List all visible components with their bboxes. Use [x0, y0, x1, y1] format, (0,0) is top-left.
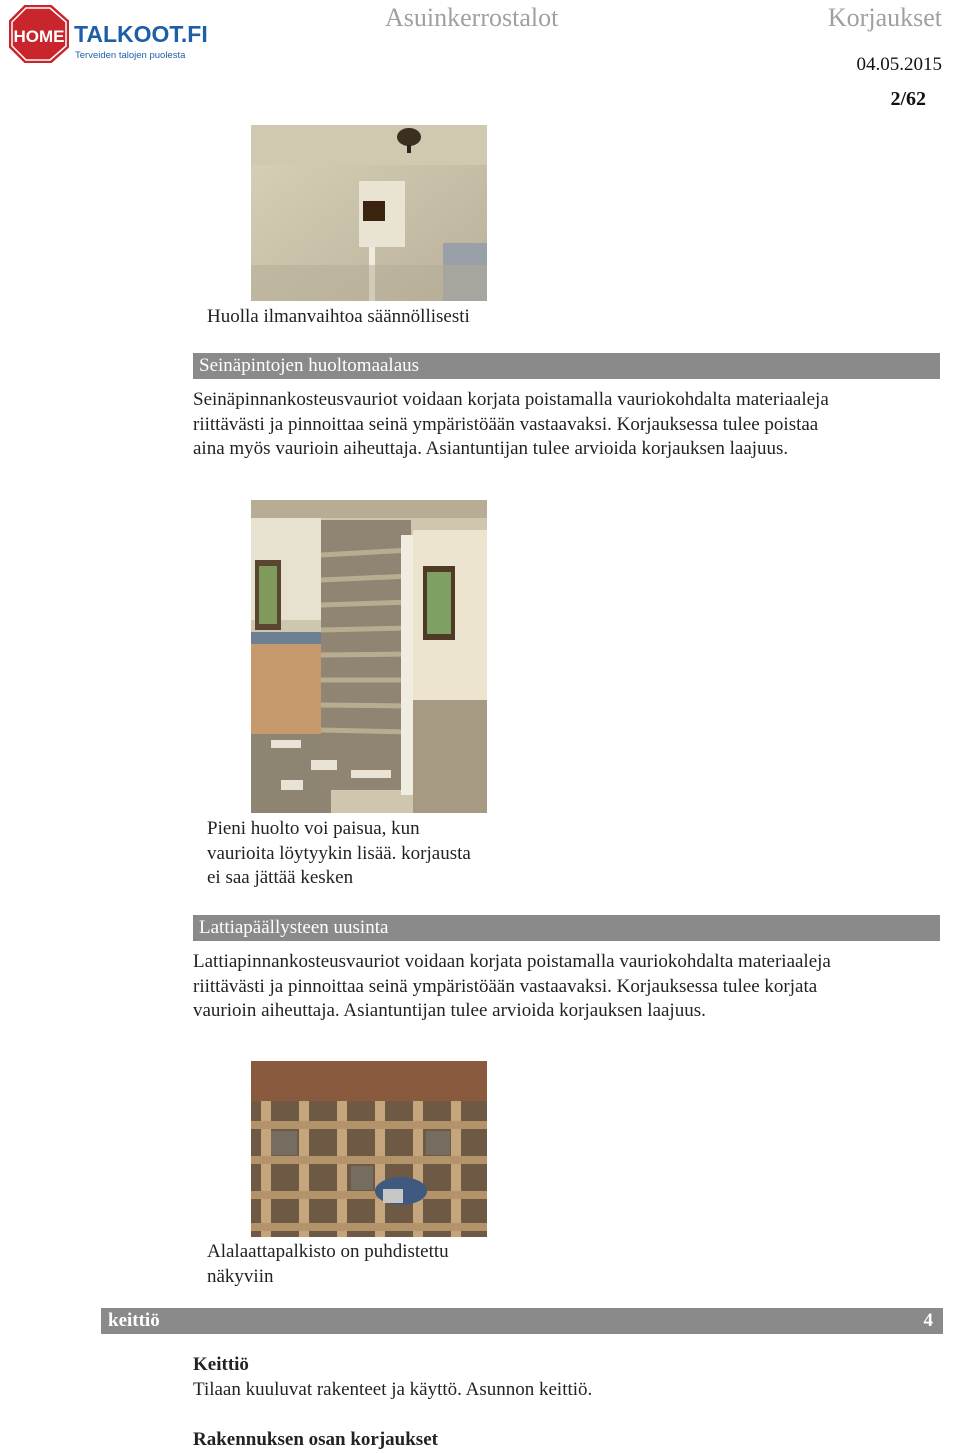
- text-line: riittävästi ja pinnoittaa seinä ympäristöään vastaavaksi. Korjauksessa tulee korjata: [193, 975, 818, 997]
- caption-line: Alalaattapalkisto on puhdistettu: [207, 1241, 449, 1262]
- ventilation-caption: Huolla ilmanvaihtoa säännöllisesti: [207, 306, 470, 327]
- room-heading: Keittiö: [193, 1354, 249, 1375]
- text-line: riittävästi ja pinnoittaa seinä ympäristöään vastaavaksi. Korjauksessa tulee poistaa: [193, 413, 819, 435]
- text-line: Seinäpinnankosteusvauriot voidaan korjata poistamalla vauriokohdalta materiaaleja: [193, 389, 829, 410]
- text-line: aina myös vaurioin aiheuttaja. Asiantuntijan tulee arvioida korjauksen laajuus.: [193, 438, 789, 459]
- header-category: Asuinkerrostalot: [385, 3, 559, 32]
- logo-talkoot-text: TALKOOT.FI: [74, 21, 208, 47]
- section-wall-maintenance-title: Seinäpintojen huoltomaalaus: [193, 353, 940, 379]
- caption-line: näkyviin: [207, 1265, 274, 1287]
- logo-tagline: Terveiden talojen puolesta: [75, 50, 186, 61]
- wall-repair-photo: [251, 500, 487, 813]
- room-description: Tilaan kuuluvat rakenteet ja käyttö. Asunnon keittiö.: [193, 1379, 593, 1400]
- header-date: 04.05.2015: [856, 54, 942, 75]
- wall-repair-caption: [207, 817, 471, 891]
- section-wall-maintenance-text: [193, 388, 943, 462]
- section-floor-renewal-title: Lattiapäällysteen uusinta: [193, 915, 940, 941]
- caption-line: Pieni huolto voi paisua, kun: [207, 818, 420, 839]
- room-subheading: Rakennuksen osan korjaukset: [193, 1429, 438, 1450]
- room-name: keittiö: [108, 1310, 160, 1331]
- floor-joists-caption: [207, 1240, 449, 1289]
- header-section: Korjaukset: [827, 3, 942, 32]
- page-number: 2/62: [890, 88, 926, 110]
- room-section-bar: [101, 1308, 943, 1334]
- room-number: 4: [923, 1310, 933, 1331]
- text-line: vaurioin aiheuttaja. Asiantuntijan tulee arvioida korjauksen laajuus.: [193, 1000, 706, 1021]
- section-floor-renewal-text: [193, 950, 943, 1024]
- hometalkoot-logo: [6, 2, 208, 66]
- caption-line: vaurioita löytyykin lisää. korjausta: [207, 842, 471, 864]
- floor-joists-photo: [251, 1061, 487, 1237]
- caption-line: ei saa jättää kesken: [207, 867, 354, 888]
- logo-home-text: HOME: [13, 27, 65, 46]
- ventilation-photo: [251, 125, 487, 301]
- text-line: Lattiapinnankosteusvauriot voidaan korjata poistamalla vauriokohdalta materiaaleja: [193, 951, 831, 972]
